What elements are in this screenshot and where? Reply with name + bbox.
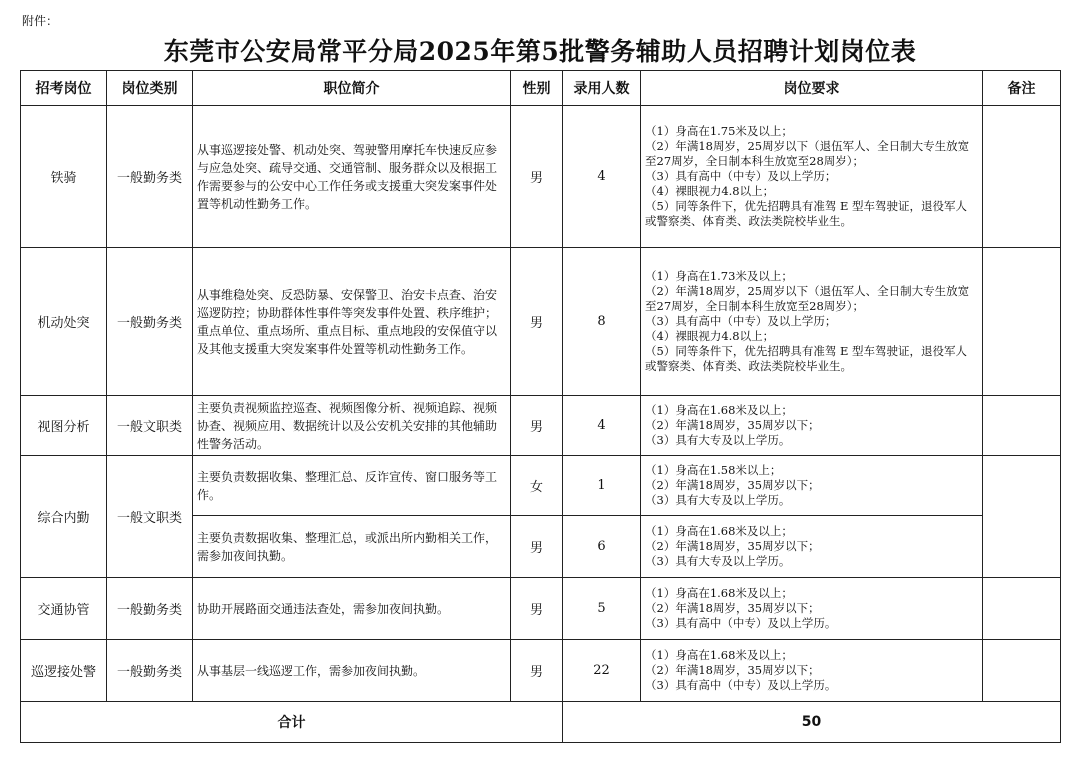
requirement-line: （3）具有大专及以上学历。 [645,493,791,507]
gender-cell: 男 [511,640,563,702]
gender-cell: 男 [511,106,563,248]
count-cell: 8 [563,248,641,396]
gender-cell: 男 [511,516,563,578]
category-cell: 一般文职类 [107,456,193,578]
count-cell: 22 [563,640,641,702]
header-post: 招考岗位 [21,71,107,106]
requirements-cell [641,106,983,248]
recruitment-plan-table [20,70,1061,743]
requirement-line: （2）年满18周岁，35周岁以下； [645,478,820,492]
table-row [21,578,1061,640]
requirement-line: （3）具有高中（中专）及以上学历； [645,314,837,328]
gender-cell: 女 [511,456,563,516]
requirement-line: （1）身高在1.68米及以上； [645,403,793,417]
requirements-cell [641,396,983,456]
post-cell: 交通协管 [21,578,107,640]
requirement-line: （1）身高在1.75米及以上； [645,124,793,138]
intro-cell: 主要负责数据收集、整理汇总，或派出所内勤相关工作，需参加夜间执勤。 [193,516,511,578]
post-cell: 视图分析 [21,396,107,456]
requirement-line: （1）身高在1.68米及以上； [645,586,793,600]
table-row [21,106,1061,248]
header-category: 岗位类别 [107,71,193,106]
total-value: 50 [563,702,1061,743]
post-cell: 巡逻接处警 [21,640,107,702]
category-cell: 一般勤务类 [107,578,193,640]
requirement-line: （1）身高在1.73米及以上； [645,269,793,283]
total-label: 合计 [21,702,563,743]
intro-cell: 主要负责数据收集、整理汇总、反诈宣传、窗口服务等工作。 [193,456,511,516]
category-cell: 一般文职类 [107,396,193,456]
requirement-line: （3）具有大专及以上学历。 [645,554,791,568]
requirement-line: （3）具有高中（中专）及以上学历。 [645,678,837,692]
header-gender: 性别 [511,71,563,106]
header-row [21,71,1061,106]
count-cell: 5 [563,578,641,640]
requirement-line: （3）具有高中（中专）及以上学历。 [645,616,837,630]
requirement-line: （5）同等条件下，优先招聘具有准驾 E 型车驾驶证，退役军人或警察类、体育类、政法类院校毕业生。 [645,199,968,228]
count-cell: 4 [563,396,641,456]
attachment-label: 附件： [22,14,59,28]
intro-cell: 主要负责视频监控巡查、视频图像分析、视频追踪、视频协查、视频应用、数据统计以及公安机关安排的其他辅助性警务活动。 [193,396,511,456]
requirements-cell [641,578,983,640]
requirement-line: （1）身高在1.58米以上； [645,463,782,477]
total-row [21,702,1061,743]
table-row [21,456,1061,516]
post-cell: 铁骑 [21,106,107,248]
intro-cell: 从事维稳处突、反恐防暴、安保警卫、治安卡点查、治安巡逻防控；协助群体性事件等突发事件处置、秩序维护；重点单位、重点场所、重点目标、重点地段的安保值守以及其他支援重大突发案事件处置等机动性勤务工作。 [193,248,511,396]
requirement-line: （2）年满18周岁，35周岁以下； [645,539,820,553]
remarks-cell [983,248,1061,396]
requirement-line: （5）同等条件下，优先招聘具有准驾 E 型车驾驶证，退役军人或警察类、体育类、政法类院校毕业生。 [645,344,968,373]
post-cell: 综合内勤 [21,456,107,578]
count-cell: 1 [563,456,641,516]
table-row [21,248,1061,396]
requirement-line: （3）具有大专及以上学历。 [645,433,791,447]
table-row [21,640,1061,702]
requirement-line: （4）裸眼视力4.8以上； [645,329,775,343]
table-row [21,396,1061,456]
requirements-cell [641,640,983,702]
requirement-line: （2）年满18周岁，25周岁以下（退伍军人、全日制大专生放宽至27周岁，全日制本科生放宽至28周岁）； [645,139,970,168]
requirement-line: （2）年满18周岁，35周岁以下； [645,663,820,677]
requirements-cell [641,456,983,516]
count-cell: 6 [563,516,641,578]
intro-cell: 从事巡逻接处警、机动处突、驾驶警用摩托车快速反应参与应急处突、疏导交通、交通管制、服务群众以及根据工作需要参与的公安中心工作任务或支援重大突发案事件处置等机动性勤务工作。 [193,106,511,248]
category-cell: 一般勤务类 [107,640,193,702]
requirements-cell [641,248,983,396]
category-cell: 一般勤务类 [107,248,193,396]
intro-cell: 协助开展路面交通违法查处，需参加夜间执勤。 [193,578,511,640]
header-intro: 职位简介 [193,71,511,106]
header-remarks: 备注 [983,71,1061,106]
requirement-line: （4）裸眼视力4.8以上； [645,184,775,198]
post-cell: 机动处突 [21,248,107,396]
header-count: 录用人数 [563,71,641,106]
remarks-cell [983,396,1061,456]
requirement-line: （2）年满18周岁，35周岁以下； [645,601,820,615]
requirement-line: （1）身高在1.68米及以上； [645,524,793,538]
header-requirements: 岗位要求 [641,71,983,106]
page-title: 东莞市公安局常平分局2025年第5批警务辅助人员招聘计划岗位表 [163,37,917,66]
remarks-cell [983,578,1061,640]
remarks-cell [983,456,1061,578]
requirement-line: （1）身高在1.68米及以上； [645,648,793,662]
requirements-cell [641,516,983,578]
count-cell: 4 [563,106,641,248]
remarks-cell [983,640,1061,702]
requirement-line: （3）具有高中（中专）及以上学历； [645,169,837,183]
category-cell: 一般勤务类 [107,106,193,248]
requirement-line: （2）年满18周岁，25周岁以下（退伍军人、全日制大专生放宽至27周岁，全日制本科生放宽至28周岁）； [645,284,970,313]
gender-cell: 男 [511,248,563,396]
intro-cell: 从事基层一线巡逻工作，需参加夜间执勤。 [193,640,511,702]
remarks-cell [983,106,1061,248]
gender-cell: 男 [511,396,563,456]
requirement-line: （2）年满18周岁，35周岁以下； [645,418,820,432]
gender-cell: 男 [511,578,563,640]
